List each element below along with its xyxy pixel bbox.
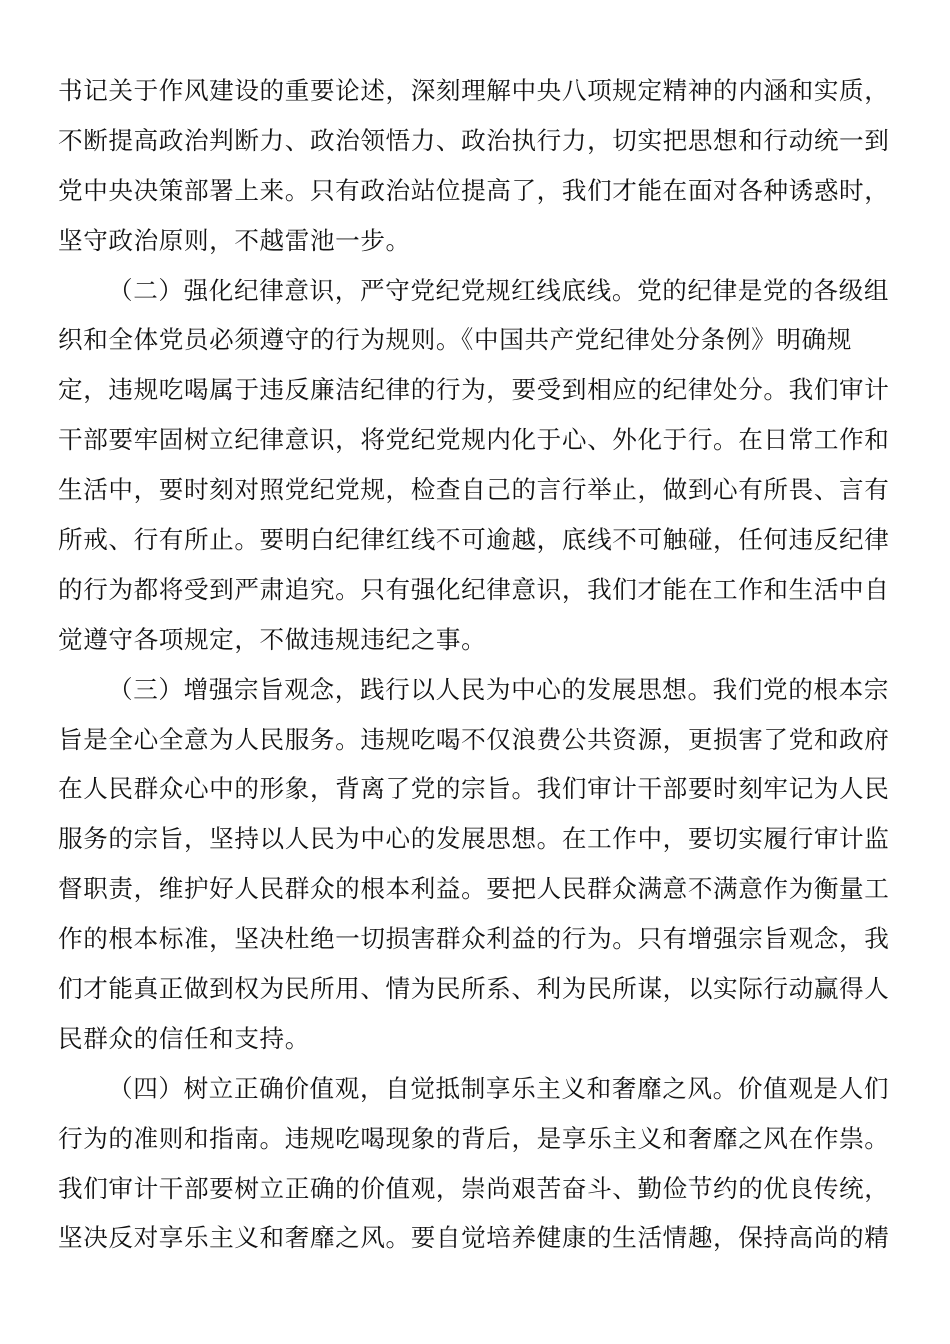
text-line: 不断提高政治判断力、政治领悟力、政治执行力，切实把思想和行动统一到 — [58, 125, 890, 155]
text-line: 我们审计干部要树立正确的价值观，崇尚艰苦奋斗、勤俭节约的优良传统， — [58, 1173, 890, 1203]
text-line: 在人民群众心中的形象，背离了党的宗旨。我们审计干部要时刻牢记为人民 — [58, 774, 890, 804]
text-line: 觉遵守各项规定，不做违规违纪之事。 — [58, 624, 487, 654]
text-line: 行为的准则和指南。违规吃喝现象的背后，是享乐主义和奢靡之风在作祟。 — [58, 1123, 890, 1153]
text-line: 旨是全心全意为人民服务。违规吃喝不仅浪费公共资源，更损害了党和政府 — [58, 724, 890, 754]
text-line: 督职责，维护好人民群众的根本利益。要把人民群众满意不满意作为衡量工 — [58, 874, 890, 904]
text-line: 定，违规吃喝属于违反廉洁纪律的行为，要受到相应的纪律处分。我们审计 — [58, 375, 890, 405]
section-heading-line: （二）强化纪律意识，严守党纪党规红线底线。党的纪律是党的各级组 — [108, 275, 890, 305]
text-line: 坚守政治原则，不越雷池一步。 — [58, 225, 411, 255]
text-line: 生活中，要时刻对照党纪党规，检查自己的言行举止，做到心有所畏、言有 — [58, 475, 890, 505]
text-line: 的行为都将受到严肃追究。只有强化纪律意识，我们才能在工作和生活中自 — [58, 574, 890, 604]
text-line: 所戒、行有所止。要明白纪律红线不可逾越，底线不可触碰，任何违反纪律 — [58, 525, 890, 555]
text-line: 织和全体党员必须遵守的行为规则。《中国共产党纪律处分条例》明确规 — [58, 325, 852, 355]
text-line: 民群众的信任和支持。 — [58, 1023, 310, 1053]
text-line: 服务的宗旨，坚持以人民为中心的发展思想。在工作中，要切实履行审计监 — [58, 824, 890, 854]
text-line: 作的根本标准，坚决杜绝一切损害群众利益的行为。只有增强宗旨观念，我 — [58, 924, 890, 954]
text-line: 书记关于作风建设的重要论述，深刻理解中央八项规定精神的内涵和实质， — [58, 76, 890, 105]
section-heading-line: （四）树立正确价值观，自觉抵制享乐主义和奢靡之风。价值观是人们 — [108, 1073, 890, 1103]
text-line: 们才能真正做到权为民所用、情为民所系、利为民所谋，以实际行动赢得人 — [58, 974, 890, 1004]
text-line: 干部要牢固树立纪律意识，将党纪党规内化于心、外化于行。在日常工作和 — [58, 425, 890, 455]
document-page — [58, 66, 890, 1263]
text-line: 坚决反对享乐主义和奢靡之风。要自觉培养健康的生活情趣，保持高尚的精 — [58, 1223, 890, 1253]
text-line: 党中央决策部署上来。只有政治站位提高了，我们才能在面对各种诱惑时， — [58, 175, 890, 205]
section-heading-line: （三）增强宗旨观念，践行以人民为中心的发展思想。我们党的根本宗 — [108, 674, 890, 704]
